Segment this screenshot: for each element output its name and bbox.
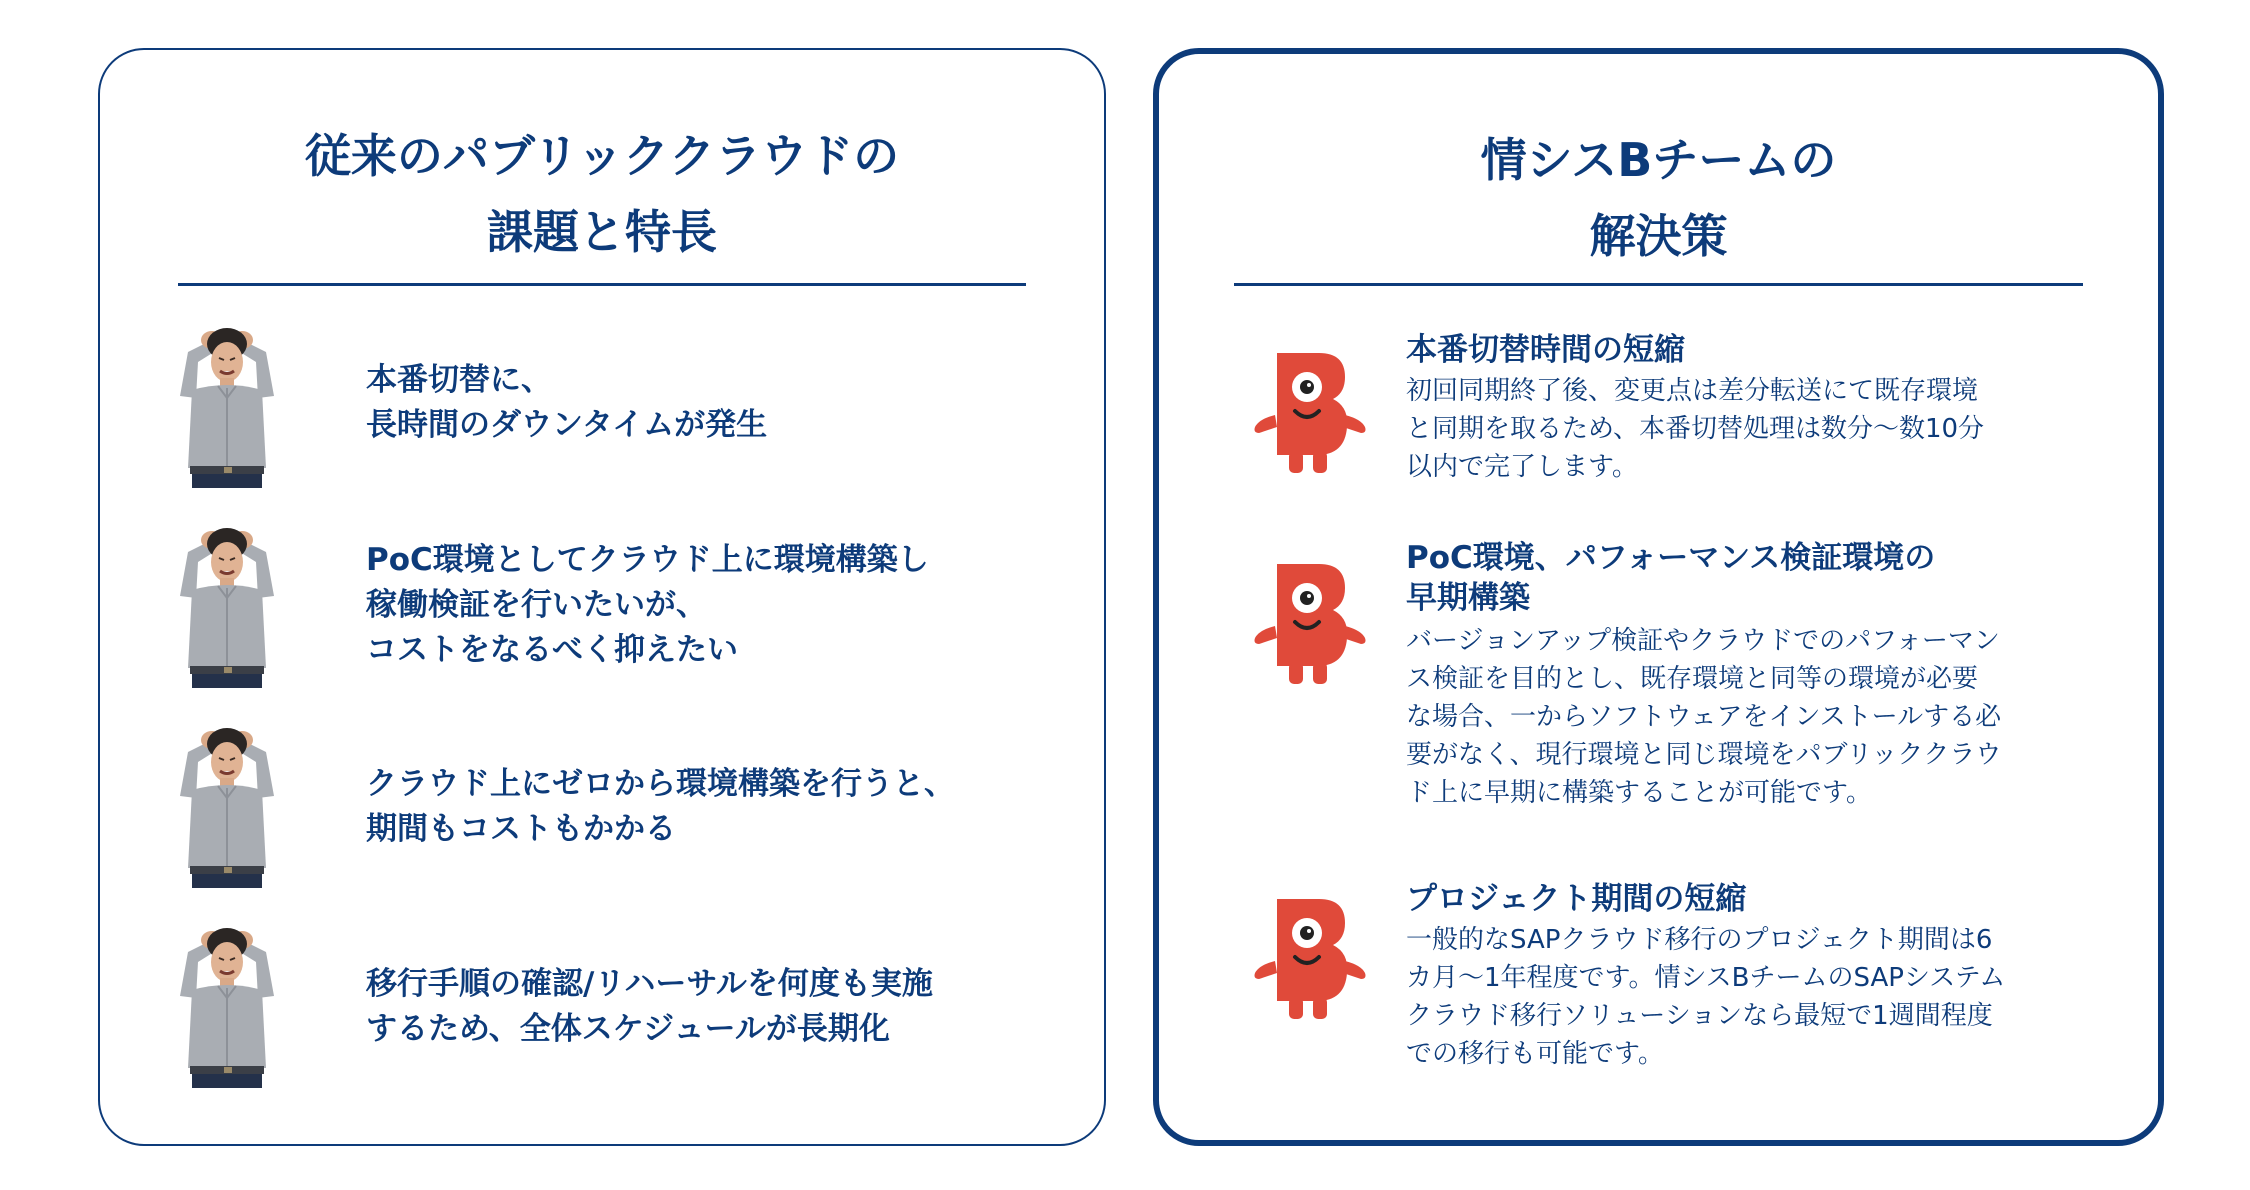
problems-panel-title <box>100 118 1104 270</box>
problems-title-line2: 課題と特長 <box>487 205 717 259</box>
problem-item <box>162 918 1062 1088</box>
solutions-divider <box>1234 283 2083 286</box>
solutions-title-line2: 解決策 <box>1589 209 1728 263</box>
b-mascot-icon <box>1249 558 1371 688</box>
solution-body: バージョンアップ検証やクラウドでのパフォーマン ス検証を目的とし、既存環境と同等の環境が必要 な場合、一からソフトウェアをインストールする必 要がなく、現行環境と同じ環境をパブリッククラウ ド上に早期に構築することが可能です。 <box>1406 626 2002 808</box>
solution-body: 初回同期終了後、変更点は差分転送にて既存環境 と同期を取るため、本番切替処理は数分～数10分 以内で完了します。 <box>1406 376 1985 482</box>
solutions-panel <box>1153 48 2164 1146</box>
problems-divider <box>178 283 1026 286</box>
b-mascot-icon <box>1249 347 1371 477</box>
b-mascot-icon <box>1249 893 1371 1023</box>
problem-item <box>162 318 1062 488</box>
solution-item <box>1249 879 2129 1079</box>
problems-panel <box>98 48 1106 1146</box>
solutions-title-line1: 情シスBチームの <box>1480 133 1837 187</box>
stressed-man-image <box>162 518 292 688</box>
stressed-man-image <box>162 718 292 888</box>
solution-item <box>1249 330 2129 500</box>
solution-title: 本番切替時間の短縮 <box>1406 332 1685 368</box>
solutions-panel-title <box>1159 122 2158 274</box>
problem-item <box>162 718 1062 888</box>
problem-item <box>162 518 1062 688</box>
problem-text: クラウド上にゼロから環境構築を行うと、 期間もコストもかかる <box>366 766 955 847</box>
problem-text: 移行手順の確認/リハーサルを何度も実施 するため、全体スケジュールが長期化 <box>366 966 933 1047</box>
solution-title: PoC環境、パフォーマンス検証環境の 早期構築 <box>1406 540 1936 616</box>
problems-title-line1: 従来のパブリッククラウドの <box>304 129 900 183</box>
solution-item <box>1249 538 2129 828</box>
solution-body: 一般的なSAPクラウド移行のプロジェクト期間は6 カ月～1年程度です。情シスBチームのSAPシステム クラウド移行ソリューションなら最短で1週間程度 での移行も可能です。 <box>1406 925 2006 1069</box>
problem-text: PoC環境としてクラウド上に環境構築し 稼働検証を行いたいが、 コストをなるべく抑えたい <box>366 542 929 668</box>
solution-title: プロジェクト期間の短縮 <box>1406 881 1747 917</box>
problem-text: 本番切替に、 長時間のダウンタイムが発生 <box>366 362 768 443</box>
stressed-man-image <box>162 918 292 1088</box>
stressed-man-image <box>162 318 292 488</box>
